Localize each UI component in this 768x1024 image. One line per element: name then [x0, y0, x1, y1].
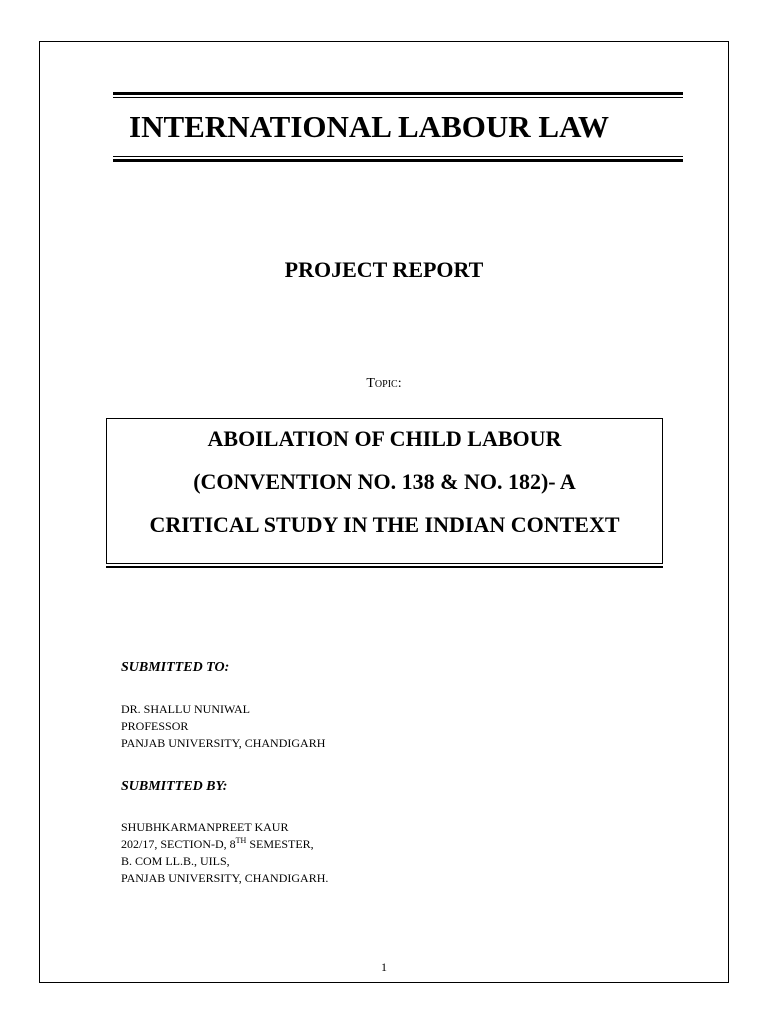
title-block: [113, 92, 683, 162]
topic-line-3: CRITICAL STUDY IN THE INDIAN CONTEXT: [149, 512, 620, 537]
submitted-to-details: [121, 701, 325, 752]
roll-section-prefix: 202/17, SECTION-D, 8: [121, 837, 236, 851]
topic-label: Topic:: [366, 376, 402, 391]
topic-box-underline: [106, 566, 663, 568]
submitted-to-institution: PANJAB UNIVERSITY, CHANDIGARH: [121, 736, 326, 750]
submitted-by-course: B. COM LL.B., UILS,: [121, 854, 230, 868]
title-bottom-rule-thick: [113, 159, 683, 162]
document-title: INTERNATIONAL LABOUR LAW: [129, 109, 610, 144]
report-type-heading: PROJECT REPORT: [284, 257, 484, 282]
submitted-by-roll-section: [121, 836, 328, 853]
topic-line-1: ABOILATION OF CHILD LABOUR: [207, 426, 562, 451]
topic-box: [106, 418, 663, 564]
topic-line-2: (CONVENTION NO. 138 & NO. 182)- A: [193, 469, 576, 494]
submitted-to-designation: PROFESSOR: [121, 719, 189, 733]
semester-ordinal-suffix: TH: [235, 836, 247, 845]
submitted-by-heading: SUBMITTED BY:: [121, 779, 228, 794]
submitted-by-institution: PANJAB UNIVERSITY, CHANDIGARH.: [121, 871, 329, 885]
submitted-by-details: [121, 819, 328, 887]
submitted-by-name: SHUBHKARMANPREET KAUR: [121, 820, 289, 834]
roll-section-suffix: SEMESTER,: [246, 837, 314, 851]
submitted-to-heading: SUBMITTED TO:: [121, 660, 230, 675]
page-number: 1: [381, 960, 387, 974]
submitted-to-name: DR. SHALLU NUNIWAL: [121, 702, 250, 716]
